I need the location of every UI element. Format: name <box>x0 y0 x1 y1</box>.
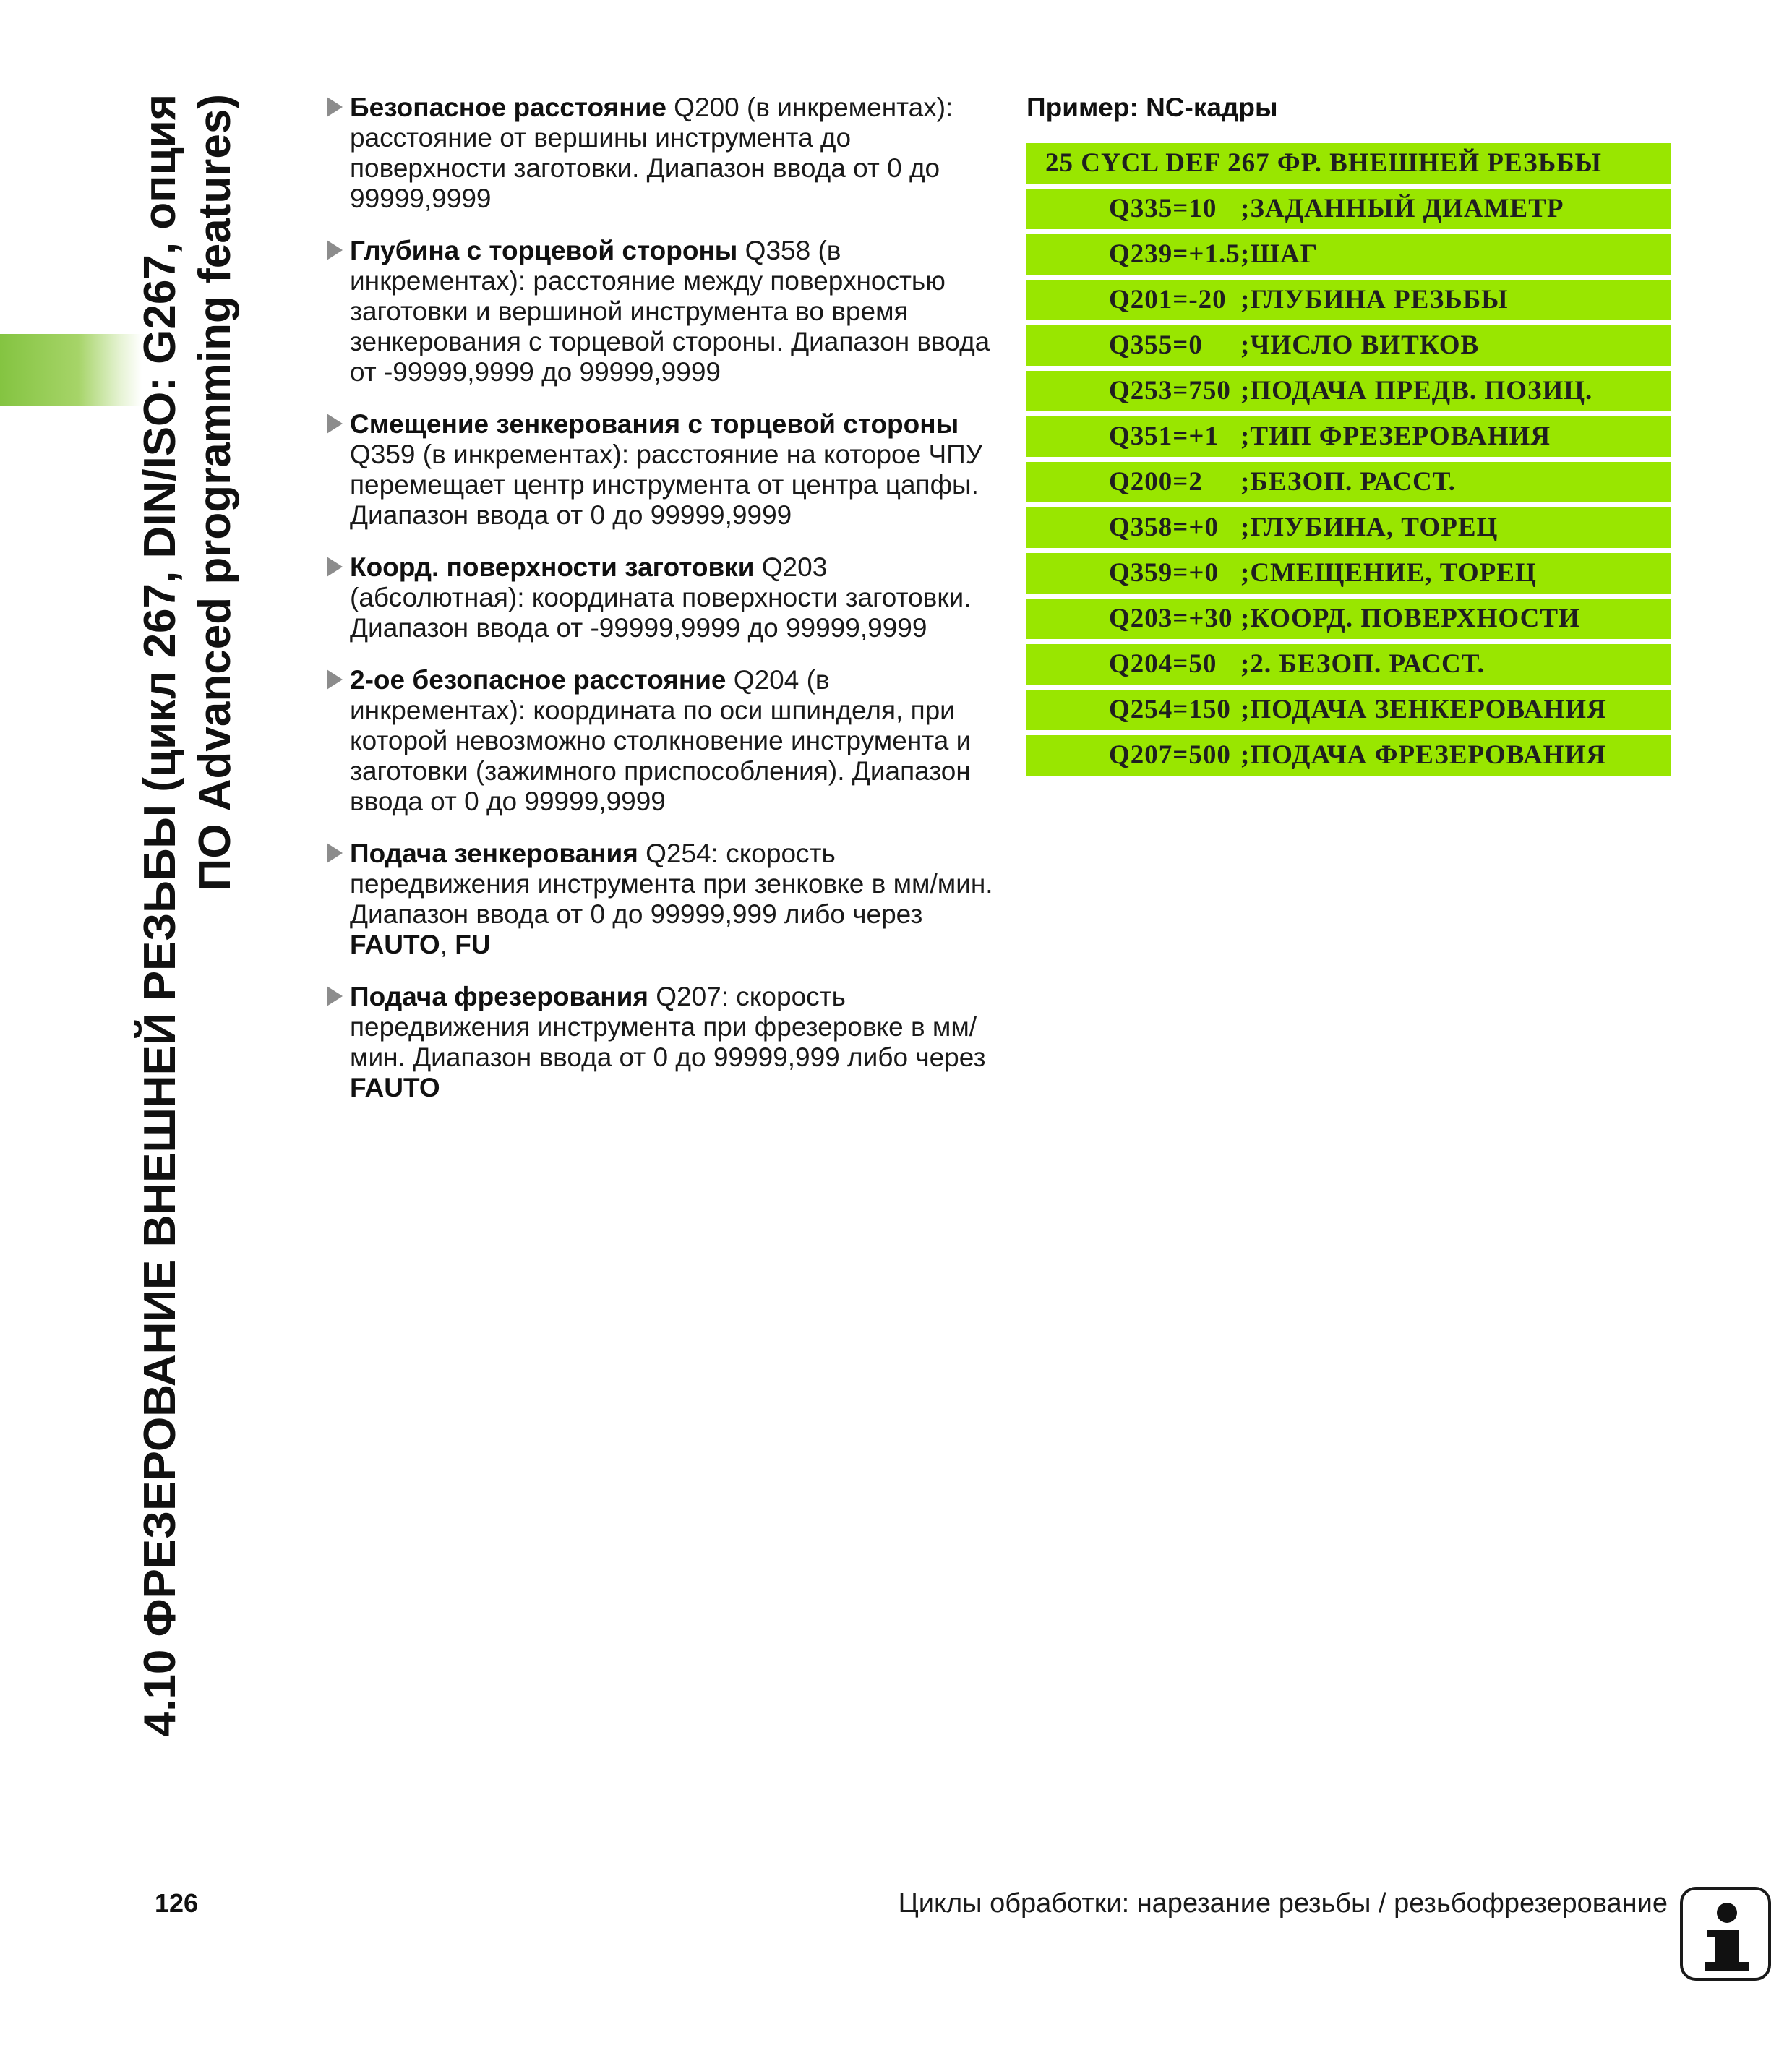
nc-comment: ;ШАГ <box>1240 239 1319 269</box>
nc-param: Q335=10 <box>1109 194 1217 223</box>
nc-comment: ;ГЛУБИНА РЕЗЬБЫ <box>1240 285 1509 314</box>
chapter-tab <box>0 334 142 406</box>
nc-comment: ;2. БЕЗОП. РАССТ. <box>1240 649 1485 679</box>
param-desc: Q358 (в инкрементах): расстояние между поверхностью заготовки и вершиной инструмента во время зенкерования с торцевой стороны. Диапазон ввода от -99999,9999 до 99999,9999 <box>350 236 990 387</box>
nc-comment: ;ПОДАЧА ПРЕДВ. ПОЗИЦ. <box>1240 376 1593 406</box>
param-name: Безопасное расстояние <box>350 93 666 122</box>
nc-param: Q254=150 <box>1109 695 1231 724</box>
nc-row <box>1026 325 1671 366</box>
param-desc: Q203 (абсолютная): координата поверхности заготовки. Диапазон ввода от -99999,9999 до 99999,9999 <box>350 552 972 643</box>
param-separator: , <box>440 930 455 959</box>
param-item <box>324 552 996 643</box>
param-name: Глубина с торцевой стороны <box>350 236 738 265</box>
param-option: FU <box>455 930 491 959</box>
bullet-arrow-icon <box>327 669 343 690</box>
bullet-arrow-icon <box>327 557 343 577</box>
nc-comment: ;БЕЗОП. РАССТ. <box>1240 467 1456 497</box>
info-stem <box>1715 1930 1739 1966</box>
nc-param: Q355=0 <box>1109 330 1203 360</box>
footer-chapter-title: Циклы обработки: нарезание резьбы / резьбофрезерование <box>898 1888 1668 1919</box>
nc-row <box>1026 371 1671 411</box>
nc-row <box>1026 735 1671 776</box>
nc-comment: ;ЧИСЛО ВИТКОВ <box>1240 330 1480 360</box>
nc-row <box>1026 416 1671 457</box>
param-desc: Q254: скорость передвижения инструмента при зенковке в мм/мин. Диапазон ввода от 0 до 99999,999 либо через <box>350 839 993 929</box>
nc-row <box>1026 644 1671 685</box>
nc-param: Q239=+1.5 <box>1109 239 1240 269</box>
param-item <box>324 665 996 817</box>
param-name: Подача фрезерования <box>350 982 648 1011</box>
param-name: Смещение зенкерования с торцевой стороны <box>350 409 959 439</box>
nc-cycle-line: 25 CYCL DEF 267 ФР. ВНЕШНЕЙ РЕЗЬБЫ <box>1026 143 1671 184</box>
parameter-list <box>324 93 996 1125</box>
nc-comment: ;ГЛУБИНА, ТОРЕЦ <box>1240 513 1499 542</box>
nc-param: Q207=500 <box>1109 740 1231 770</box>
section-title-line-2: ПО Advanced programming features) <box>190 94 240 891</box>
nc-param: Q351=+1 <box>1109 421 1219 451</box>
nc-row <box>1026 553 1671 594</box>
param-desc: Q204 (в инкрементах): координата по оси шпинделя, при которой невозможно столкновение инструмента и заготовки (зажимного приспособления). Диапазон ввода от 0 до 99999,9999 <box>350 665 972 816</box>
nc-row <box>1026 280 1671 320</box>
info-icon[interactable] <box>1680 1887 1771 1981</box>
section-title <box>133 94 256 1872</box>
nc-block-list <box>1026 143 1671 781</box>
nc-param: Q204=50 <box>1109 649 1217 679</box>
bullet-arrow-icon <box>327 414 343 434</box>
param-name: 2-ое безопасное расстояние <box>350 665 726 695</box>
bullet-arrow-icon <box>327 986 343 1006</box>
nc-param: Q253=750 <box>1109 376 1231 406</box>
page-number: 126 <box>155 1888 199 1918</box>
nc-comment: ;ЗАДАННЫЙ ДИАМЕТР <box>1240 194 1564 223</box>
nc-row <box>1026 462 1671 502</box>
param-option: FAUTO <box>350 930 440 959</box>
nc-row <box>1026 234 1671 275</box>
param-item <box>324 409 996 531</box>
param-item <box>324 982 996 1103</box>
nc-param: Q201=-20 <box>1109 285 1227 314</box>
nc-comment: ;ПОДАЧА ФРЕЗЕРОВАНИЯ <box>1240 740 1606 770</box>
param-option: FAUTO <box>350 1073 440 1102</box>
nc-param: Q358=+0 <box>1109 513 1219 542</box>
param-desc: Q359 (в инкрементах): расстояние на которое ЧПУ перемещает центр инструмента от центра цапфы. Диапазон ввода от 0 до 99999,9999 <box>350 440 983 530</box>
bullet-arrow-icon <box>327 843 343 863</box>
nc-param: Q200=2 <box>1109 467 1203 497</box>
param-name: Коорд. поверхности заготовки <box>350 552 755 582</box>
nc-comment: ;ПОДАЧА ЗЕНКЕРОВАНИЯ <box>1240 695 1607 724</box>
param-item <box>324 236 996 387</box>
section-title-line-1: 4.10 ФРЕЗЕРОВАНИЕ ВНЕШНЕЙ РЕЗЬБЫ (цикл 267, DIN/ISO: G267, опция <box>135 94 185 1737</box>
nc-param: Q203=+30 <box>1109 604 1233 633</box>
nc-comment: ;КООРД. ПОВЕРХНОСТИ <box>1240 604 1580 633</box>
info-foot <box>1705 1962 1749 1971</box>
param-name: Подача зенкерования <box>350 839 638 868</box>
bullet-arrow-icon <box>327 97 343 117</box>
nc-comment: ;СМЕЩЕНИЕ, ТОРЕЦ <box>1240 558 1537 588</box>
nc-param: Q359=+0 <box>1109 558 1219 588</box>
param-item <box>324 839 996 960</box>
nc-row <box>1026 189 1671 229</box>
param-desc: Q200 (в инкрементах): расстояние от вершины инструмента до поверхности заготовки. Диапазон ввода от 0 до 99999,9999 <box>350 93 953 213</box>
param-item <box>324 93 996 214</box>
nc-comment: ;ТИП ФРЕЗЕРОВАНИЯ <box>1240 421 1551 451</box>
nc-row <box>1026 690 1671 730</box>
example-heading: Пример: NC-кадры <box>1026 93 1278 122</box>
nc-row <box>1026 507 1671 548</box>
info-dot <box>1717 1903 1737 1923</box>
bullet-arrow-icon <box>327 240 343 260</box>
param-desc: Q207: скорость передвижения инструмента при фрезеровке в мм/мин. Диапазон ввода от 0 до 99999,999 либо через <box>350 982 986 1072</box>
nc-row <box>1026 599 1671 639</box>
